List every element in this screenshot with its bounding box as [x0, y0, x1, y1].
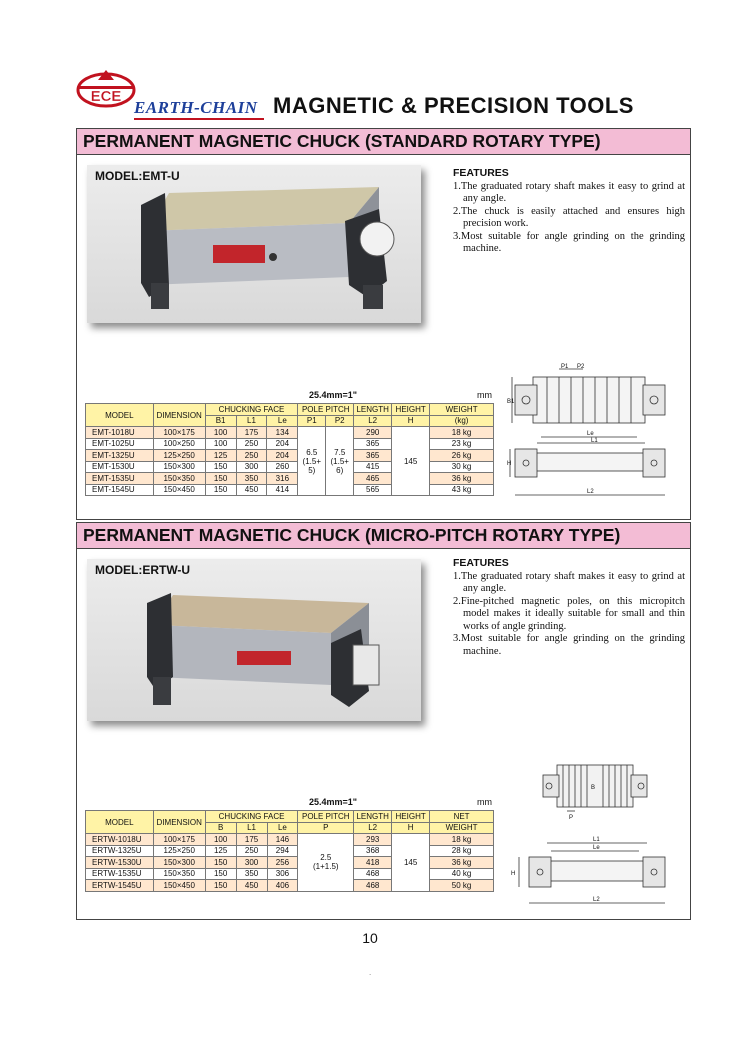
- table-row: [86, 880, 494, 892]
- cell-le: 134: [267, 427, 298, 439]
- cell-model: EMT-1325U: [86, 450, 154, 462]
- table-row: [86, 868, 494, 880]
- th-height: HEIGHT: [392, 404, 430, 416]
- diagram-label-p1: P1: [561, 364, 569, 370]
- mm-note: mm: [477, 390, 492, 400]
- cell-model: ERTW-1325U: [86, 845, 154, 857]
- cell-height-merged: 145: [392, 427, 430, 496]
- p1-line: 5): [308, 465, 316, 475]
- cell-length: 468: [354, 868, 392, 880]
- th-model: MODEL: [86, 811, 154, 834]
- table-row: [86, 461, 494, 473]
- diagram-label-l1: L1: [593, 837, 600, 843]
- table-row: [86, 484, 494, 496]
- cell-model: ERTW-1545U: [86, 880, 154, 892]
- th-height-sub: H: [392, 822, 430, 834]
- table-row: [86, 450, 494, 462]
- cell-dimension: 125×250: [153, 845, 205, 857]
- cell-length: 418: [354, 857, 392, 869]
- cell-dimension: 150×450: [153, 484, 205, 496]
- th-length-sub: L2: [354, 415, 392, 427]
- cell-l1: 300: [236, 857, 267, 869]
- feature-item: 2.Fine-pitched magnetic poles, on this micropitch model makes it ideally suitable for small and thin works of angle grinding.: [453, 595, 685, 632]
- cell-weight: 18 kg: [430, 427, 494, 439]
- th-weight: WEIGHT: [430, 404, 494, 416]
- cell-b: 150: [205, 880, 236, 892]
- feature-item: 3.Most suitable for angle grinding on the grinding machine.: [453, 230, 685, 254]
- cell-model: EMT-1018U: [86, 427, 154, 439]
- features-heading: FEATURES: [453, 557, 509, 569]
- unit-note: 25.4mm=1": [309, 797, 358, 807]
- th-weight-sub: (kg): [430, 415, 494, 427]
- table-row: [86, 857, 494, 869]
- cell-l1: 350: [236, 868, 267, 880]
- cell-le: 256: [267, 857, 298, 869]
- product-photo-ertw-u: [87, 559, 421, 721]
- th-height: HEIGHT: [392, 811, 430, 823]
- p2-line: 7.5: [334, 447, 346, 457]
- cell-dimension: 150×300: [153, 857, 205, 869]
- cell-dimension: 100×175: [153, 427, 205, 439]
- cell-dimension: 150×350: [153, 473, 205, 485]
- cell-height-merged: 145: [392, 834, 430, 892]
- cell-model: ERTW-1530U: [86, 857, 154, 869]
- cell-weight: 36 kg: [430, 473, 494, 485]
- table-row: [86, 438, 494, 450]
- cell-le: 146: [267, 834, 298, 846]
- cell-le: 204: [267, 438, 298, 450]
- logo-letters: ECE: [90, 88, 122, 105]
- cell-le: 204: [267, 450, 298, 462]
- cell-b1: 150: [205, 461, 236, 473]
- cell-model: EMT-1545U: [86, 484, 154, 496]
- cell-l1: 250: [236, 845, 267, 857]
- th-chucking-face: CHUCKING FACE: [205, 811, 298, 823]
- th-length-sub: L2: [354, 822, 392, 834]
- cell-length: 468: [354, 880, 392, 892]
- feature-item: 2.The chuck is easily attached and ensures high precision work.: [453, 205, 685, 229]
- th-le: Le: [267, 415, 298, 427]
- unit-note: 25.4mm=1": [309, 390, 358, 400]
- th-length: LENGTH: [354, 404, 392, 416]
- th-le: Le: [267, 822, 298, 834]
- page-number: 10: [362, 930, 378, 946]
- th-height-sub: H: [392, 415, 430, 427]
- cell-weight: 40 kg: [430, 868, 494, 880]
- cell-le: 406: [267, 880, 298, 892]
- brand-underline: [134, 118, 264, 120]
- cell-dimension: 150×300: [153, 461, 205, 473]
- section-micro-pitch-rotary: [76, 522, 691, 920]
- th-pole-pitch: POLE PITCH: [298, 404, 354, 416]
- diagram-label-le: Le: [587, 431, 594, 437]
- th-b1: B1: [205, 415, 236, 427]
- cell-l1: 250: [236, 450, 267, 462]
- cell-weight: 26 kg: [430, 450, 494, 462]
- cell-dimension: 100×175: [153, 834, 205, 846]
- th-model: MODEL: [86, 404, 154, 427]
- cell-l1: 175: [236, 427, 267, 439]
- section-title: PERMANENT MAGNETIC CHUCK (MICRO-PITCH ROTARY TYPE): [77, 523, 690, 549]
- pitch-line: (1+1.5): [313, 862, 339, 872]
- p1-line: (1.5+: [302, 456, 321, 466]
- cell-weight: 50 kg: [430, 880, 494, 892]
- cell-model: ERTW-1018U: [86, 834, 154, 846]
- cell-le: 260: [267, 461, 298, 473]
- cell-model: ERTW-1535U: [86, 868, 154, 880]
- cell-b1: 125: [205, 450, 236, 462]
- cell-b1: 150: [205, 473, 236, 485]
- th-dimension: DIMENSION: [153, 404, 205, 427]
- th-dimension: DIMENSION: [153, 811, 205, 834]
- cell-le: 316: [267, 473, 298, 485]
- cell-b: 150: [205, 857, 236, 869]
- diagram-label-b1: B1: [507, 399, 515, 405]
- cell-b: 150: [205, 868, 236, 880]
- cell-model: EMT-1535U: [86, 473, 154, 485]
- cell-length: 565: [354, 484, 392, 496]
- product-photo-emt-u: [87, 165, 421, 323]
- cell-weight: 30 kg: [430, 461, 494, 473]
- cell-le: 306: [267, 868, 298, 880]
- cell-length: 293: [354, 834, 392, 846]
- th-pole-pitch: POLE PITCH: [298, 811, 354, 823]
- model-label: MODEL:ERTW-U: [95, 563, 191, 577]
- cell-le: 294: [267, 845, 298, 857]
- th-b: B: [205, 822, 236, 834]
- table-row: [86, 834, 494, 846]
- cell-b1: 100: [205, 427, 236, 439]
- diagram-label-p: P: [569, 815, 574, 821]
- earth-chain-logo: [76, 68, 136, 108]
- feature-item: 1.The graduated rotary shaft makes it easy to grind at any angle.: [453, 180, 685, 204]
- section-standard-rotary: [76, 128, 691, 520]
- mm-note: mm: [477, 797, 492, 807]
- cell-l1: 350: [236, 473, 267, 485]
- cell-l1: 250: [236, 438, 267, 450]
- pitch-line: 2.5: [320, 853, 332, 863]
- page-header: [76, 66, 691, 126]
- cell-p2-merged: [326, 427, 354, 496]
- cell-weight: 18 kg: [430, 834, 494, 846]
- page-title: MAGNETIC & PRECISION TOOLS: [273, 93, 634, 118]
- diagram-label-p2: P2: [577, 364, 585, 370]
- feature-item: 3.Most suitable for angle grinding on the grinding machine.: [453, 633, 685, 657]
- diagram-label-b: B: [591, 785, 596, 791]
- th-weight: NET: [430, 811, 494, 823]
- diagram-label-l2: L2: [593, 897, 600, 903]
- table-row: [86, 473, 494, 485]
- cell-b1: 150: [205, 484, 236, 496]
- cell-dimension: 100×250: [153, 438, 205, 450]
- spec-table-emt-u: [85, 403, 494, 496]
- features-list: [453, 557, 685, 658]
- cell-weight: 23 kg: [430, 438, 494, 450]
- feature-item: 1.The graduated rotary shaft makes it easy to grind at any angle.: [453, 570, 685, 594]
- th-weight-sub: WEIGHT: [430, 822, 494, 834]
- th-l1: L1: [236, 822, 267, 834]
- th-l1: L1: [236, 415, 267, 427]
- p2-line: 6): [336, 465, 344, 475]
- page-dot: .: [369, 968, 372, 977]
- features-heading: FEATURES: [453, 167, 509, 179]
- diagram-label-h: H: [511, 871, 516, 877]
- diagram-label-h: H: [507, 461, 512, 467]
- cell-dimension: 150×450: [153, 880, 205, 892]
- cell-dimension: 150×350: [153, 868, 205, 880]
- cell-l1: 300: [236, 461, 267, 473]
- cell-length: 365: [354, 450, 392, 462]
- cell-length: 365: [354, 438, 392, 450]
- ertw-u-chuck-image: [87, 559, 421, 721]
- emt-u-technical-drawing: [507, 363, 687, 513]
- p2-line: (1.5+: [330, 456, 349, 466]
- cell-b1: 100: [205, 438, 236, 450]
- cell-length: 465: [354, 473, 392, 485]
- cell-weight: 43 kg: [430, 484, 494, 496]
- cell-b: 100: [205, 834, 236, 846]
- th-pole-pitch-sub: P: [298, 822, 354, 834]
- cell-pitch-merged: [298, 834, 354, 892]
- cell-weight: 28 kg: [430, 845, 494, 857]
- emt-u-chuck-image: [87, 165, 421, 323]
- cell-dimension: 125×250: [153, 450, 205, 462]
- cell-l1: 450: [236, 880, 267, 892]
- th-p2: P2: [326, 415, 354, 427]
- cell-le: 414: [267, 484, 298, 496]
- features-list: [453, 167, 685, 256]
- cell-length: 415: [354, 461, 392, 473]
- table-row: [86, 845, 494, 857]
- diagram-label-l1: L1: [591, 438, 598, 444]
- spec-table-ertw-u: [85, 810, 494, 892]
- diagram-label-l2: L2: [587, 489, 594, 495]
- cell-weight: 36 kg: [430, 857, 494, 869]
- cell-model: EMT-1025U: [86, 438, 154, 450]
- section-title: PERMANENT MAGNETIC CHUCK (STANDARD ROTARY TYPE): [77, 129, 690, 155]
- cell-l1: 175: [236, 834, 267, 846]
- ertw-u-technical-drawing: [507, 745, 687, 915]
- cell-length: 290: [354, 427, 392, 439]
- diagram-label-le: Le: [593, 845, 600, 851]
- p1-line: 6.5: [306, 447, 318, 457]
- th-p1: P1: [298, 415, 326, 427]
- cell-p1-merged: [298, 427, 326, 496]
- cell-model: EMT-1530U: [86, 461, 154, 473]
- cell-length: 368: [354, 845, 392, 857]
- table-row: [86, 427, 494, 439]
- brand-name: EARTH-CHAIN: [134, 98, 258, 117]
- th-chucking-face: CHUCKING FACE: [205, 404, 298, 416]
- th-length: LENGTH: [354, 811, 392, 823]
- model-label: MODEL:EMT-U: [95, 169, 180, 183]
- cell-l1: 450: [236, 484, 267, 496]
- cell-b: 125: [205, 845, 236, 857]
